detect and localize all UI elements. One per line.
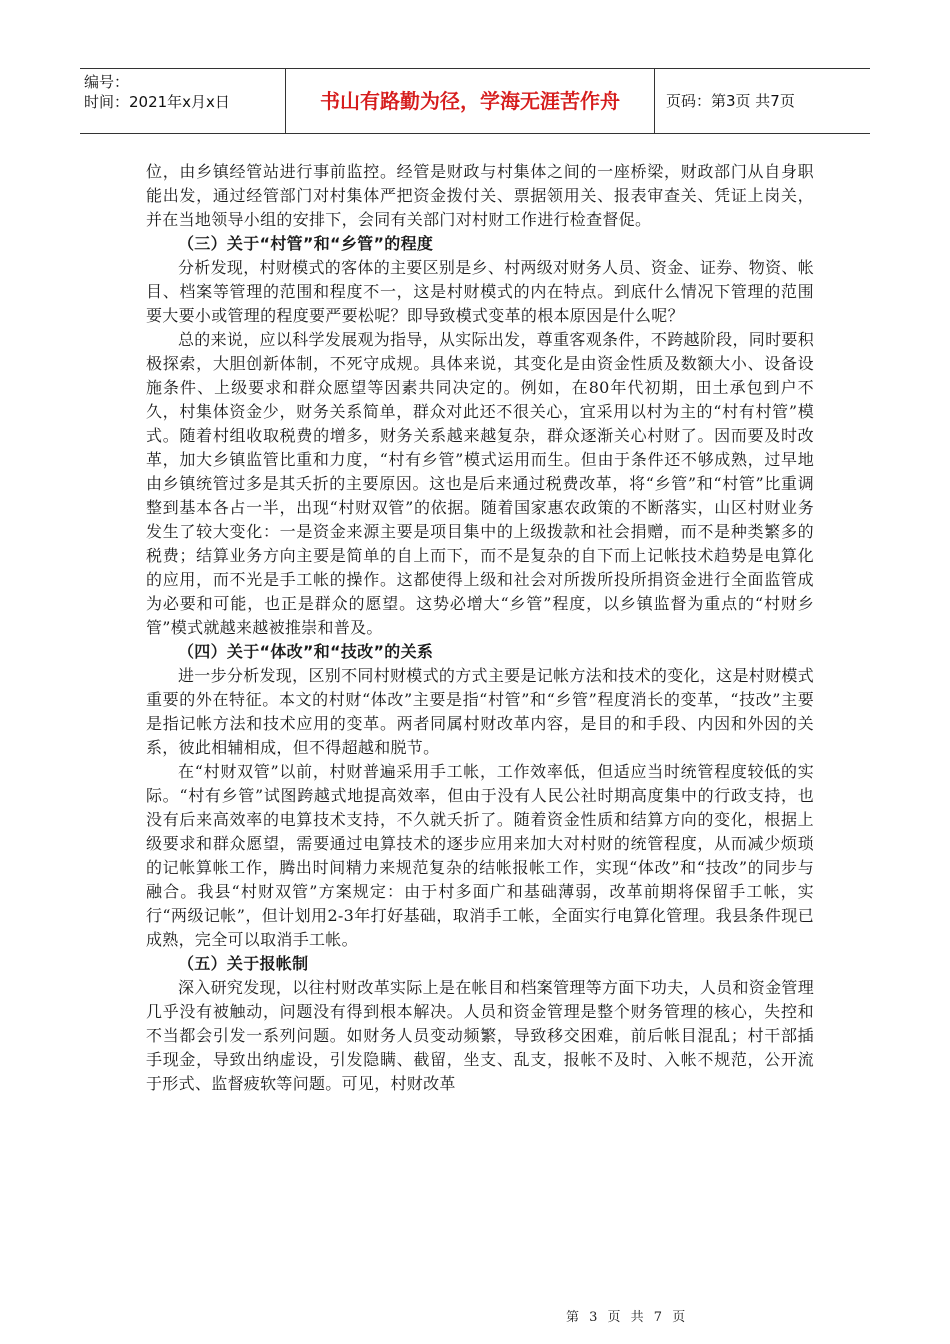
paragraph: 总的来说，应以科学发展观为指导，从实际出发，尊重客观条件，不跨越阶段，同时要积极探索，大胆创新体制，不死守成规。具体来说，其变化是由资金性质及数额大小、设备设施条件、上级要求和群众愿望等因素共同决定的。例如，在80年代初期，田土承包到户不久，村集体资金少，财务关系简单，群众对此还不很关心，宜采用以村为主的“村有村管”模式。随着村组收取税费的增多，财务关系越来越复杂，群众逐渐关心村财了。因而要及时改革，加大乡镇监管比重和力度，“村有乡管”模式运用而生。但由于条件还不够成熟，过早地由乡镇统管过多是其夭折的主要原因。这也是后来通过税费改革，将“乡管”和“村管”比重调整到基本各占一半，出现“村财双管”的依据。随着国家惠农政策的不断落实，山区村财业务发生了较大变化：一是资金来源主要是项目集中的上级拨款和社会捐赠，而不是种类繁多的税费；结算业务方向主要是简单的自上而下，而不是复杂的自下而上记帐技术趋势是电算化的应用，而不光是手工帐的操作。这都使得上级和社会对所拨所投所捐资金进行全面监管成为必要和可能，也正是群众的愿望。这势必增大“乡管”程度，以乡镇监督为重点的“村财乡管”模式就越来越被推崇和普及。 — [146, 330, 814, 637]
paragraph: 分析发现，村财模式的客体的主要区别是乡、村两级对财务人员、资金、证券、物资、帐目、档案等管理的范围和程度不一，这是村财模式的内在特点。到底什么情况下管理的范围要大要小或管理的程度要严要松呢？即导致模式变革的根本原因是什么呢？ — [146, 258, 814, 325]
header-divider — [654, 69, 655, 133]
paragraph: 位，由乡镇经管站进行事前监控。经管是财政与村集体之间的一座桥梁，财政部门从自身职能出发，通过经管部门对村集体严把资金拨付关、票据领用关、报表审查关、凭证上岗关，并在当地领导小组的安排下，会同有关部门对村财工作进行检查督促。 — [146, 162, 814, 229]
paragraph: 进一步分析发现，区别不同村财模式的方式主要是记帐方法和技术的变化，这是村财模式重要的外在特征。本文的村财“体改”主要是指“村管”和“乡管”程度消长的变革，“技改”主要是指记帐方法和技术应用的变革。两者同属村财改革内容，是目的和手段、内因和外因的关系，彼此相辅相成，但不得超越和脱节。 — [146, 666, 814, 757]
document-number-label: 编号： — [84, 73, 130, 91]
header-motto: 书山有路勤为径，学海无涯苦作舟 — [320, 89, 620, 113]
header-meta — [84, 72, 282, 112]
document-body — [146, 160, 814, 1096]
header-page-info: 页码：第3页 共7页 — [666, 92, 795, 110]
paragraph: 在“村财双管”以前，村财普遍采用手工帐，工作效率低，但适应当时统管程度较低的实际。“村有乡管”试图跨越式地提高效率，但由于没有人民公社时期高度集中的行政支持，也没有后来高效率的电算技术支持，不久就夭折了。随着资金性质和结算方向的变化，根据上级要求和群众愿望，需要通过电算技术的逐步应用来加大对村财的统管程度，从而减少烦琐的记帐算帐工作，腾出时间精力来规范复杂的结帐报帐工作，实现“体改”和“技改”的同步与融合。我县“村财双管”方案规定：由于村多面广和基础薄弱，改革前期将保留手工帐，实行“两级记帐”，但计划用2-3年打好基础，取消手工帐，全面实行电算化管理。我县条件现已成熟，完全可以取消手工帐。 — [146, 762, 814, 949]
section-heading: （五）关于报帐制 — [178, 954, 309, 973]
paragraph: 深入研究发现，以往村财改革实际上是在帐目和档案管理等方面下功夫，人员和资金管理几乎没有被触动，问题没有得到根本解决。人员和资金管理是整个财务管理的核心，失控和不当都会引发一系列问题。如财务人员变动频繁，导致移交困难，前后帐目混乱；村干部插手现金，导致出纳虚设，引发隐瞒、截留，坐支、乱支，报帐不及时、入帐不规范，公开流于形式、监督疲软等问题。可见，村财改革 — [146, 978, 814, 1093]
document-time-label: 时间：2021年x月x日 — [84, 93, 230, 111]
page-footer: 第 3 页 共 7 页 — [566, 1310, 689, 1325]
page-header — [80, 68, 870, 134]
section-heading: （四）关于“体改”和“技改”的关系 — [178, 642, 434, 661]
section-heading: （三）关于“村管”和“乡管”的程度 — [178, 234, 434, 253]
